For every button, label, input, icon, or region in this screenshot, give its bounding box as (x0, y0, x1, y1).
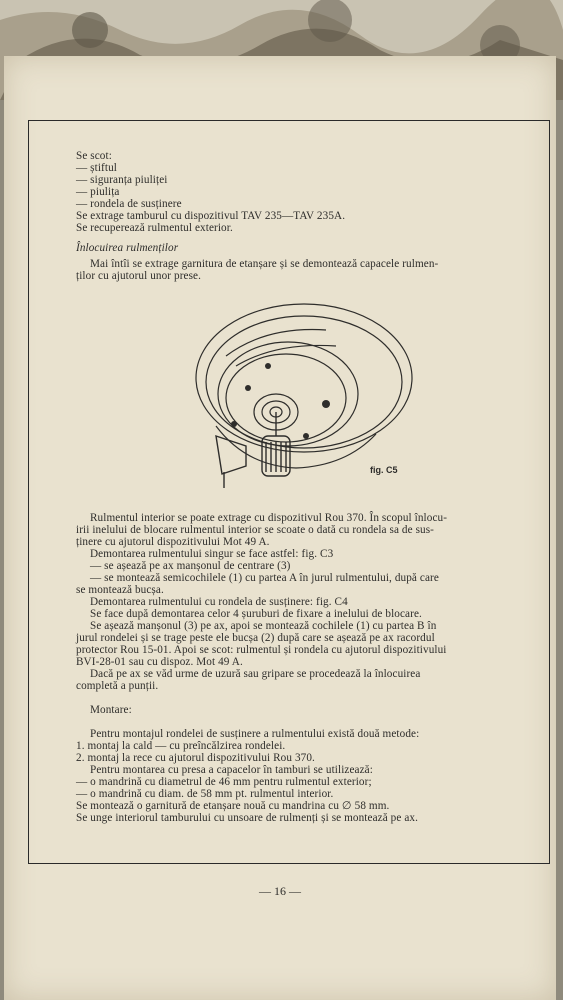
text-line: Se recuperează rulmentul exterior. (76, 222, 233, 234)
text-line: Demontarea rulmentului singur se face astfel: fig. C3 (90, 548, 334, 560)
text-line: Mai întîi se extrage garnitura de etanșare și se demontează capacele rulmen- (90, 258, 439, 270)
text-line: Se extrage tamburul cu dispozitivul TAV 235—TAV 235A. (76, 210, 346, 222)
text-line: — se așează pe ax manșonul de centrare (3) (90, 560, 291, 572)
text-line: — o mandrină cu diametrul de 46 mm pentru rulmentul exterior; (76, 776, 372, 788)
text-line: Pentru montarea cu presa a capacelor în tamburi se utilizează: (90, 764, 373, 776)
text-line: ținere cu ajutorul dispozitivului Mot 49 A. (76, 536, 270, 548)
text-line: Pentru montajul rondelei de susținere a rulmentului există două metode: (90, 728, 420, 740)
text-line: Rulmentul interior se poate extrage cu dispozitivul Rou 370. În scopul înlocu- (90, 512, 448, 524)
page-number: — 16 — (259, 884, 301, 898)
text-line: irii inelului de blocare rulmentul interior se scoate o dată cu rondela sa de sus- (76, 524, 434, 536)
disassembly-paragraph (76, 512, 531, 692)
text-line: Se unge interiorul tamburului cu unsoare de rulmenți și se montează pe ax. (76, 812, 418, 824)
text-line: Se montează o garnitură de etanșare nouă cu mandrina cu ∅ 58 mm. (76, 800, 390, 812)
intro-paragraph (76, 258, 531, 282)
text-line: — piulița (76, 186, 120, 198)
text-line: — siguranța piuliței (76, 174, 168, 186)
text-line: jurul rondelei și se trage peste ele bucșa (2) după care se așează pe ax racordul (76, 632, 435, 644)
text-line: Se așează manșonul (3) pe ax, apoi se montează cochilele (1) cu partea B în (90, 620, 437, 632)
text-line: 1. montaj la cald — cu preîncălzirea rondelei. (76, 740, 286, 752)
text-line: Demontarea rulmentului cu rondela de susținere: fig. C4 (90, 596, 348, 608)
text-line: — o mandrină cu diam. de 58 mm pt. rulmentul interior. (76, 788, 334, 800)
text-line: — rondela de susținere (76, 198, 182, 210)
text-line: se montează bucșa. (76, 584, 164, 596)
text-line: ților cu ajutorul unor prese. (76, 270, 201, 282)
text-line: — se montează semicochilele (1) cu partea A în jurul rulmentului, după care (90, 572, 439, 584)
figure-label: fig. C5 (370, 465, 398, 475)
text-line: 2. montaj la rece cu ajutorul dispozitivului Rou 370. (76, 752, 315, 764)
text-line: Dacă pe ax se văd urme de uzură sau gripare se procedează la înlocuirea (90, 668, 421, 680)
section-title: Înlocuirea rulmenților (76, 242, 179, 254)
text-line: protector Rou 15-01. Apoi se scot: rulmentul și rondela cu ajutorul dispozitivului (76, 644, 447, 656)
text-line: Se face după demontarea celor 4 șuruburi de fixare a inelului de blocare. (90, 608, 422, 620)
montare-title: Montare: (90, 704, 132, 716)
text-line: BVI-28-01 sau cu dispoz. Mot 49 A. (76, 656, 243, 668)
text-line: — știftul (76, 162, 117, 174)
text-line: completă a punții. (76, 680, 159, 692)
removal-list (76, 150, 531, 234)
text-line: Se scot: (76, 150, 112, 162)
assembly-paragraph (76, 728, 531, 824)
